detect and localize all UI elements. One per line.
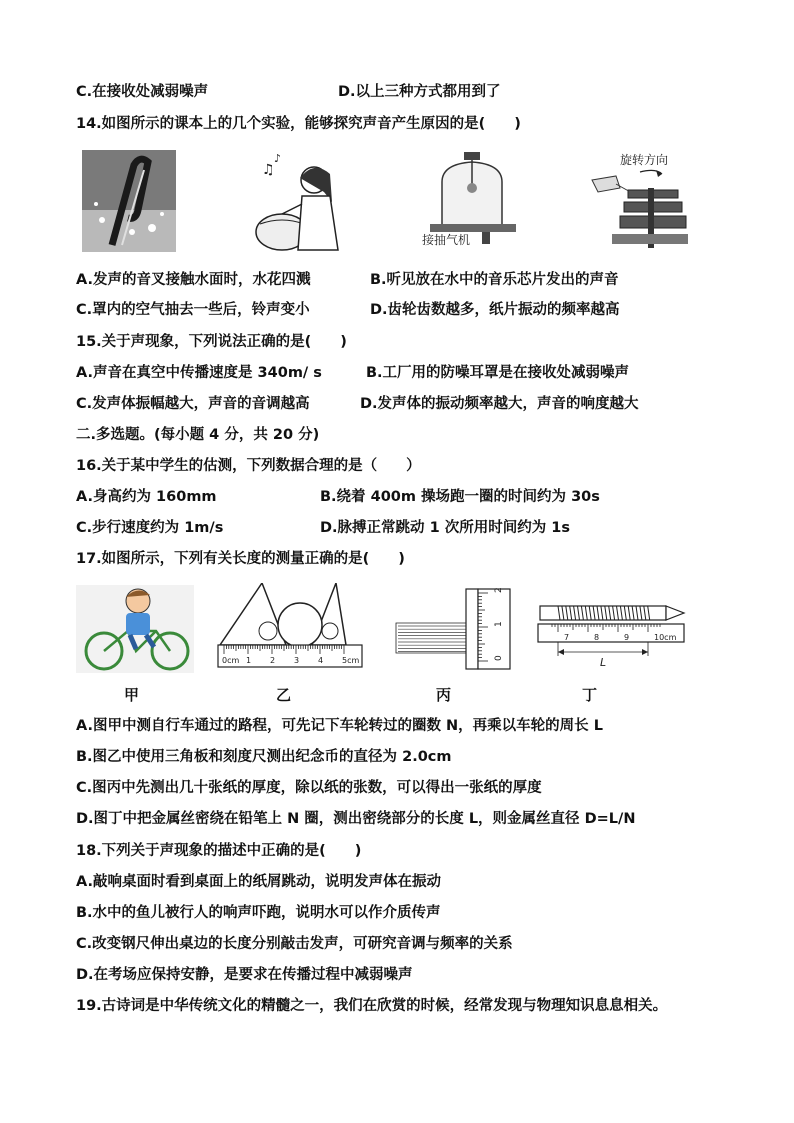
q18-option-c: C.改变钢尺伸出桌边的长度分别敲击发声，可研究音调与频率的关系 [76, 936, 513, 952]
q17-option-b: B.图乙中使用三角板和刻度尺测出纪念币的直径为 2.0cm [76, 749, 452, 765]
caption-yi: 乙 [276, 686, 292, 704]
ruler-d-label: 9 [624, 633, 630, 642]
q16-option-a: A.身高约为 160mm [76, 489, 217, 505]
q14-option-a: A.发声的音叉接触水面时，水花四溅 [76, 272, 311, 288]
q14-option-b: B.听见放在水中的音乐芯片发出的声音 [370, 272, 619, 288]
caption-bing: 丙 [436, 686, 452, 704]
ruler-b-label: 5cm [342, 656, 360, 665]
girl-music-chip-figure [252, 152, 346, 252]
rotate-direction-label: 旋转方向 [620, 153, 669, 167]
q14-stem: 14.如图所示的课本上的几个实验，能够探究声音产生原因的是( ) [76, 116, 521, 132]
paper-stack-ruler-figure [394, 585, 514, 671]
ruler-b-label: 1 [246, 656, 252, 665]
tuning-fork-water-figure [82, 150, 176, 252]
ruler-b-label: 4 [318, 656, 324, 665]
caption-ding: 丁 [582, 686, 598, 704]
q17-option-c: C.图丙中先测出几十张纸的厚度，除以纸的张数，可以得出一张纸的厚度 [76, 780, 542, 796]
svg-text:♪: ♪ [274, 152, 282, 165]
q17-option-d: D.图丁中把金属丝密绕在铅笔上 N 圈，测出密绕部分的长度 L，则金属丝直径 D=L/N [76, 811, 636, 827]
ruler-b-label: 2 [270, 656, 276, 665]
length-l-label: L [600, 656, 607, 668]
ruler-d-label: 7 [564, 633, 570, 642]
q18-option-d: D.在考场应保持安静，是要求在传播过程中减弱噪声 [76, 967, 413, 983]
svg-text:♫: ♫ [262, 162, 275, 178]
caption-jia: 甲 [124, 686, 140, 704]
q18-stem: 18.下列关于声现象的描述中正确的是( ) [76, 843, 362, 859]
boy-bicycle-figure [76, 585, 194, 673]
section-title: 二.多选题。(每小题 4 分，共 20 分) [76, 427, 320, 443]
ruler-c-label: 1 [494, 621, 504, 627]
ruler-c-label: 0 [494, 655, 504, 661]
wire-pencil-ruler-figure [536, 598, 688, 668]
q15-option-a: A.声音在真空中传播速度是 340m/ s [76, 365, 322, 381]
ruler-c-label: 2 [494, 587, 504, 593]
q16-option-d: D.脉搏正常跳动 1 次所用时间约为 1s [320, 520, 570, 536]
q16-option-b: B.绕着 400m 操场跑一圈的时间约为 30s [320, 489, 600, 505]
q19-stem: 19.古诗词是中华传统文化的精髓之一，我们在欣赏的时候，经常发现与物理知识息息相关。 [76, 998, 668, 1014]
q13-option-d: D.以上三种方式都用到了 [338, 84, 501, 100]
q15-stem: 15.关于声现象，下列说法正确的是( ) [76, 334, 347, 350]
ruler-b-label: 0cm [222, 656, 240, 665]
pump-label: 接抽气机 [422, 233, 471, 247]
q13-option-c: C.在接收处减弱噪声 [76, 84, 209, 100]
q15-option-c: C.发声体振幅越大，声音的音调越高 [76, 396, 310, 412]
q17-stem: 17.如图所示，下列有关长度的测量正确的是( ) [76, 551, 405, 567]
q14-option-c: C.罩内的空气抽去一些后，铃声变小 [76, 302, 310, 318]
q18-option-b: B.水中的鱼儿被行人的响声吓跑，说明水可以作介质传声 [76, 905, 441, 921]
q18-option-a: A.敲响桌面时看到桌面上的纸屑跳动，说明发声体在振动 [76, 874, 441, 890]
coin-triangle-ruler-figure [216, 583, 364, 669]
ruler-b-label: 3 [294, 656, 300, 665]
q16-stem: 16.关于某中学生的估测，下列数据合理的是（ ） [76, 458, 421, 474]
q15-option-b: B.工厂用的防噪耳罩是在接收处减弱噪声 [366, 365, 630, 381]
q15-option-d: D.发声体的振动频率越大，声音的响度越大 [360, 396, 639, 412]
ruler-d-label: 8 [594, 633, 600, 642]
bell-jar-vacuum-figure [420, 150, 520, 248]
q16-option-c: C.步行速度约为 1m/s [76, 520, 224, 536]
gear-paper-figure [588, 150, 688, 250]
ruler-d-label: 10cm [654, 633, 677, 642]
q17-option-a: A.图甲中测自行车通过的路程，可先记下车轮转过的圈数 N，再乘以车轮的周长 L [76, 718, 603, 734]
q14-option-d: D.齿轮齿数越多，纸片振动的频率越高 [370, 302, 620, 318]
